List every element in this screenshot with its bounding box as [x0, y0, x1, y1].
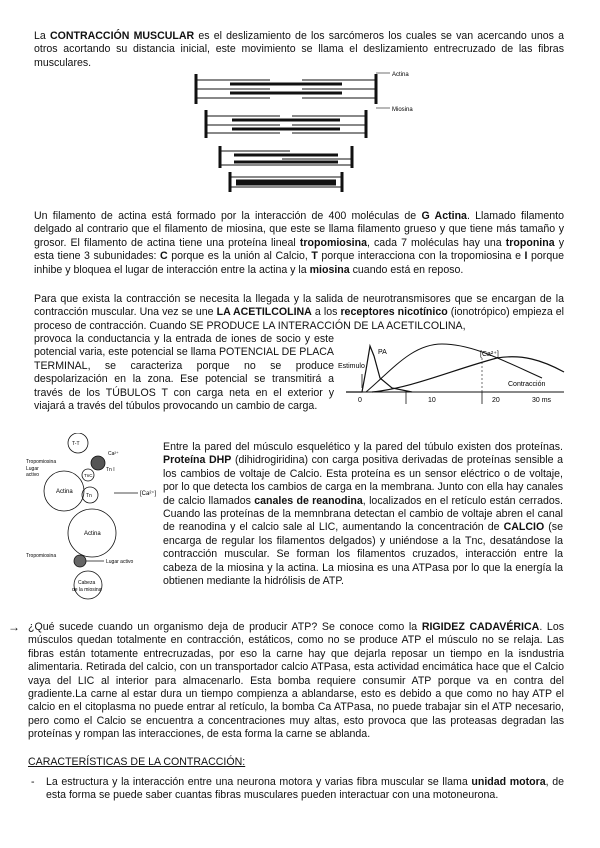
label-ca-free: [Ca²⁺]	[140, 491, 157, 497]
tick-0: 0	[358, 397, 362, 404]
label-actina: Actina	[56, 489, 73, 495]
sarcomere-diagram	[190, 68, 420, 196]
label-de-la-miosina: de la miosina	[72, 587, 102, 593]
label-activo: activo	[26, 472, 40, 478]
actin-paragraph: Un filamento de actina está formado por la interacción de 400 moléculas de G Actina. Llamado filamento delgado al contrario que el filamento de miosina, que este se llama filamento grueso y que tiene más tamaño y grosor. El filamento de actina tiene una proteína lineal tropomiosina, cada 7 moléculas hay una troponina y esta tiene 3 subunidades: C porque es la unión al Calcio, T porque interacciona con la tropomiosina e I porque inhibe y bloquea el lugar de interacción entre la actina y la miosina cuando está en reposo.	[34, 210, 565, 276]
tick-30: 30 ms	[532, 397, 552, 404]
label-actina: Actina	[392, 72, 409, 78]
bullet-dash: -	[31, 776, 35, 788]
label-lugar: Lugar	[26, 466, 39, 472]
tn-circle	[91, 456, 105, 470]
unidad-motora-item: La estructura y la interacción entre una neurona motora y varias fibra muscular se llama unidad motora, de esta forma se puede saber cuantas fibras musculares pueden interactuar con una motoneurona.	[46, 776, 565, 802]
label-ca-top: Ca²⁺	[108, 451, 119, 457]
label-tropomiosina: Tropomiosina	[26, 459, 57, 465]
dhp-paragraph: Entre la pared del músculo esquelético y la pared del túbulo existen dos proteínas. Proteína DHP (dihidrogiridina) con carga positiva derivadas de proteínas sensible a los cambios de voltaje de Calcio. Esta proteína es un sensor eléctrico o de voltaje, por lo que detecta los cambios de carga en la membrana. Junto con ella hay canales de calcio llamados canales de reanodina, localizados en el retículo están cerrados. Cuando las proteínas de la memnbrana detectan el cambio de voltaje abren el canal de reanodina y el calcio sale al LIC, aumentando la concentración de CALCIO (se encarga de regular los filamentos delgados) y uniéndose a la Tnc, desatándose la contracción muscular. Se forman los filamentos cruzados, interacción entre la cabeza de la miosina y la actina. La miosina es una ATPasa por lo que la energía la obtienen mediante la hidrólisis de ATP.	[163, 441, 564, 588]
label-tt: T-T	[72, 441, 80, 447]
label-tn: Tn	[86, 493, 92, 499]
lugar-activo-circle	[74, 555, 86, 567]
label-estimulo: Estimulo	[338, 363, 365, 370]
label-tni: Tn I	[106, 467, 115, 473]
intro-paragraph: La CONTRACCIÓN MUSCULAR es el deslizamiento de los sarcómeros los cuales se van acercando unos a otros acortando su distancia inicial, este movimiento se llama el deslizamiento entrecruzado de las fibras musculares.	[34, 30, 564, 69]
label-cabeza: Cabeza	[78, 580, 96, 586]
sarcomere-panels	[196, 73, 390, 192]
label-pa: PA	[378, 349, 387, 356]
label-tropomiosina-2: Tropomiosina	[26, 553, 57, 559]
label-actina-2: Actina	[84, 531, 101, 537]
label-tnc: TnC	[84, 473, 93, 478]
label-miosina: Miosina	[392, 107, 413, 113]
section-heading: CARACTERÍSTICAS DE LA CONTRACCIÓN:	[28, 756, 246, 768]
action-potential-graph	[332, 330, 572, 420]
troponin-diagram	[26, 433, 166, 608]
term-contraccion-muscular: CONTRACCIÓN MUSCULAR	[49, 30, 195, 42]
tick-20: 20	[492, 397, 500, 404]
label-ca: [Ca²⁺]	[480, 351, 499, 358]
rigidez-paragraph: ¿Qué sucede cuando un organismo deja de producir ATP? Se conoce como la RIGIDEZ CADAVÉRICA. Los músculos quedan totalmente en contracción, estáticos, como no se produce ATP el músculo no se relaja. Las fibras están totamente entrecruzadas, por eso la carne hay que dejarla reposar un tiempo en la isndustria alimentaria. Retirada del calcio, con un transportador calcio ATPasa, esta actividad encimática hace que el Calcio vaya del LIC al interior para almacenarlo. Esta bomba requiere consumir ATP porque va en contra del gradiente.La carne al estar dura un tiempo compienza a ablandarse, esto es debido a que como no hay ATP el calcio en el citoplasma no puede entrar al retículo, la bomba Ca ATPasa, no puede trabajar sin el ATP necesario, pero como el Calcio se encuentra a concentraciones muy altas, esto provoca que las proteasas degradan las proteínas y rompan las interacciones, de esta forma la carne se ablanda.	[28, 621, 565, 741]
arrow-icon: →	[8, 620, 20, 634]
label-lugar-activo: Lugar activo	[106, 559, 134, 565]
tick-10: 10	[428, 397, 436, 404]
acetylcholine-paragraph: Para que exista la contracción se necesita la llegada y la salida de neurotransmisores que se encargan de la contracción muscular. Una vez se une LA ACETILCOLINA a los receptores nicotínico (ionotrópico) empieza el proceso de contracción. Cuando SE PRODUCE LA INTERACCIÓN DE LA ACETILCOLINA,	[34, 293, 565, 332]
label-contraccion: Contracción	[508, 381, 546, 388]
acetylcholine-paragraph-cont: provoca la conductancia y la entrada de iones de socio y este potencial varia, este potencial se llama POTENCIAL DE PLACA TERMINAL, se caracteriza porque no se produce despolarización en la zona. Ese potencial se transmitirá a través de los TÚBULOS T con carga neta en el exterior y viajará a través del túbulos provocando un cambio de carga.	[34, 333, 334, 413]
